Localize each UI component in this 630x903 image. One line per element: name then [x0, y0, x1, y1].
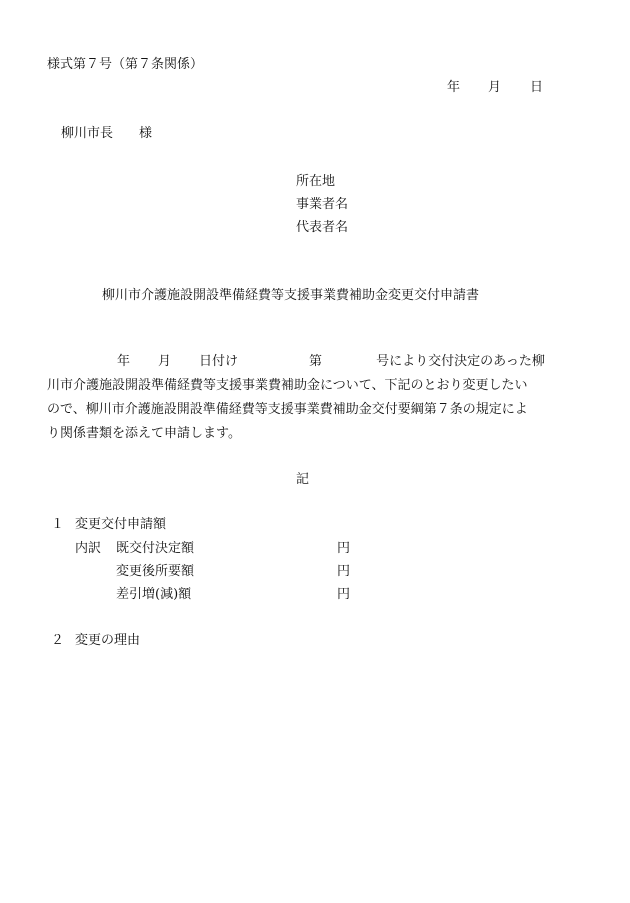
- body-year: 年: [117, 354, 131, 369]
- item-unit-after-change: 円: [337, 564, 351, 579]
- section-1-title: 変更交付申請額: [75, 517, 167, 532]
- date-month: 月: [488, 80, 502, 95]
- applicant-representative-label: 代表者名: [296, 220, 349, 235]
- section-2-title: 変更の理由: [75, 633, 141, 648]
- body-dated: 日付け: [199, 354, 239, 369]
- body-number-prefix: 第: [309, 354, 323, 369]
- section-1-number: １: [51, 517, 65, 532]
- section-2-number: ２: [51, 633, 65, 648]
- item-label-difference: 差引増(減)額: [116, 587, 192, 602]
- body-line-4: り関係書類を添えて申請します。: [47, 426, 241, 441]
- date-year: 年: [447, 80, 461, 95]
- item-label-already-decided: 既交付決定額: [116, 541, 195, 556]
- body-line-1: [47, 350, 562, 374]
- breakdown-label: 内訳: [75, 541, 102, 556]
- item-unit-difference: 円: [337, 587, 351, 602]
- body-line-1-rest: 号により交付決定のあった柳: [376, 354, 545, 369]
- applicant-address-label: 所在地: [296, 174, 336, 189]
- body-line-3: ので、柳川市介護施設開設準備経費等支援事業費補助金交付要綱第７条の規定によ: [47, 402, 528, 417]
- item-label-after-change: 変更後所要額: [116, 564, 195, 579]
- date-day: 日: [530, 80, 544, 95]
- body-line-2: 川市介護施設開設準備経費等支援事業費補助金について、下記のとおり変更したい: [47, 378, 528, 393]
- document-title: 柳川市介護施設開設準備経費等支援事業費補助金変更交付申請書: [102, 288, 480, 303]
- item-unit-already-decided: 円: [337, 541, 351, 556]
- body-paragraph: [47, 350, 562, 446]
- body-month: 月: [158, 354, 172, 369]
- form-id: 様式第７号（第７条関係）: [47, 57, 204, 72]
- note-heading: 記: [296, 472, 310, 487]
- addressee: 柳川市長 様: [61, 126, 153, 141]
- applicant-business-name-label: 事業者名: [296, 197, 349, 212]
